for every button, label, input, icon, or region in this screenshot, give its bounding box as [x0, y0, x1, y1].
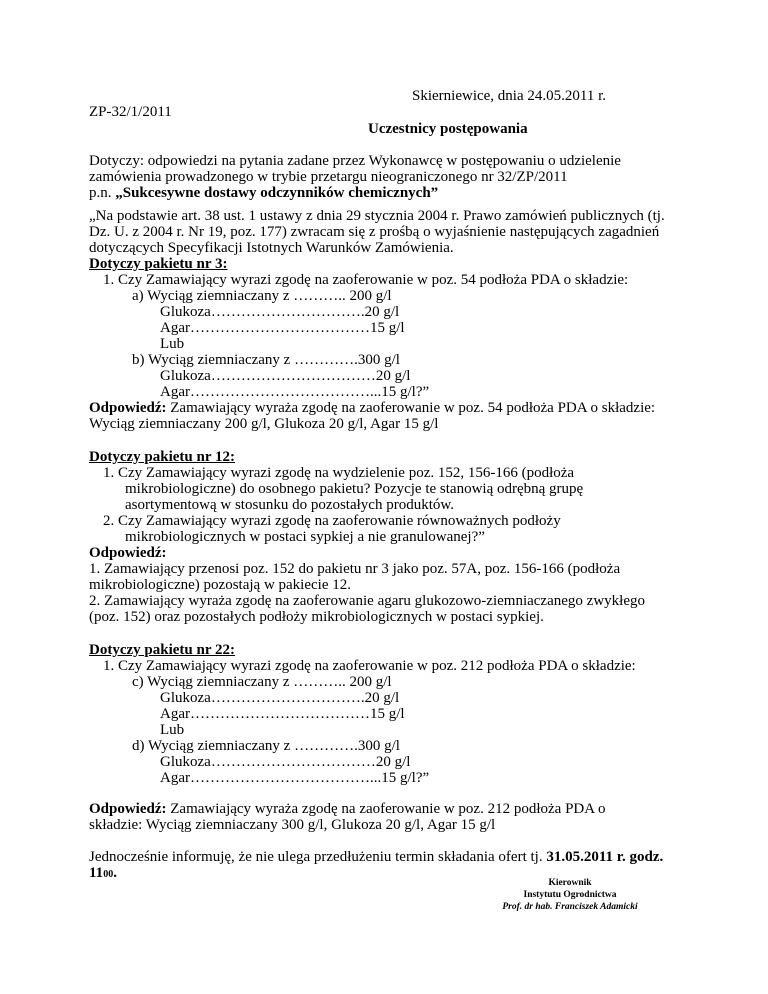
answer-line: Wyciąg ziemniaczany 200 g/l, Glukoza 20 g/l, Agar 15 g/l — [89, 416, 439, 432]
deadline-period: . — [113, 865, 117, 881]
closing-text: Jednocześnie informuję, że nie ulega przedłużeniu termin składania ofert tj. — [89, 849, 547, 865]
subject-line: zamówienia prowadzonego w trybie przetargu nieograniczonego nr 32/ZP/2011 — [89, 169, 568, 185]
option-line: a) Wyciąg ziemniaczany z ……….. 200 g/l — [132, 288, 392, 304]
option-line: Agar………………………………15 g/l — [160, 706, 405, 722]
subject-line — [89, 185, 689, 201]
intro-block — [89, 208, 689, 256]
answer-line: 1. Zamawiający przenosi poz. 152 do pakietu nr 3 jako poz. 57A, poz. 156-166 (podłoża — [89, 561, 621, 577]
answer-line: 2. Zamawiający wyraża zgodę na zaoferowanie agaru glukozowo-ziemniaczanego zwykłego — [89, 593, 645, 609]
question-line: 1. Czy Zamawiający wyrazi zgodę na zaoferowanie w poz. 54 podłoża PDA o składzie: — [103, 272, 629, 288]
question-line: 1. Czy Zamawiający wyrazi zgodę na wydzielenie poz. 152, 156-166 (podłoża — [103, 465, 575, 481]
question-line: asortymentową w stosunku do pozostałych produktów. — [125, 497, 454, 513]
answer-line: mikrobiologiczne) pozostają w pakiecie 12. — [89, 577, 351, 593]
signature-institute: Instytutu Ogrodnictwa — [523, 890, 617, 900]
subject-pn-prefix: p.n. — [89, 185, 116, 201]
question-line: 2. Czy Zamawiający wyrazi zgodę na zaoferowanie równoważnych podłoży — [103, 513, 561, 529]
intro-line: dotyczących Specyfikacji Istotnych Warunków Zamówienia. — [89, 240, 454, 256]
deadline-hour — [89, 865, 117, 883]
signature-title: Kierownik — [548, 878, 592, 888]
subject-block — [89, 153, 689, 201]
option-line: Agar………………………………...15 g/l?” — [160, 770, 430, 786]
option-line: b) Wyciąg ziemniaczany z ………….300 g/l — [132, 352, 400, 368]
option-line: Lub — [160, 336, 185, 352]
subject-line: Dotyczy: odpowiedzi na pytania zadane przez Wykonawcę w postępowaniu o udzielenie — [89, 153, 621, 169]
option-line: Glukoza……………………………20 g/l — [160, 754, 411, 770]
option-line: Agar………………………………15 g/l — [160, 320, 405, 336]
answer-line: (poz. 152) oraz pozostałych podłoży mikrobiologicznych w postaci sypkiej. — [89, 609, 544, 625]
subject-title: „Sukcesywne dostawy odczynników chemicznych” — [115, 185, 439, 201]
answer-label: Odpowiedź: — [89, 400, 167, 416]
answer-line: składzie: Wyciąg ziemniaczany 300 g/l, Glukoza 20 g/l, Agar 15 g/l — [89, 817, 496, 833]
option-line: Agar………………………………...15 g/l?” — [160, 384, 430, 400]
reference-number: ZP-32/1/2011 — [89, 104, 172, 120]
deadline-minutes: 00 — [103, 869, 114, 880]
option-line: Glukoza………………………….20 g/l — [160, 690, 400, 706]
signature-name: Prof. dr hab. Franciszek Adamicki — [502, 902, 638, 912]
deadline-date: 31.05.2011 r. godz. — [546, 849, 664, 865]
intro-line: „Na podstawie art. 38 ust. 1 ustawy z dnia 29 stycznia 2004 r. Prawo zamówień publicznych (tj. — [89, 208, 665, 224]
option-line: Glukoza………………………….20 g/l — [160, 304, 400, 320]
question-line: mikrobiologicznych w postaci sypkiej a nie granulowanej?” — [125, 529, 485, 545]
section-heading-pakiet-22: Dotyczy pakietu nr 22: — [89, 642, 235, 658]
question-line: 1. Czy Zamawiający wyrazi zgodę na zaoferowanie w poz. 212 podłoża PDA o składzie: — [103, 658, 636, 674]
recipients-heading: Uczestnicy postępowania — [368, 121, 528, 137]
answer-label: Odpowiedź: — [89, 801, 167, 817]
answer-text: Zamawiający wyraża zgodę na zaoferowanie w poz. 54 podłoża PDA o składzie: — [166, 400, 656, 416]
answer-label: Odpowiedź: — [89, 545, 167, 561]
section-heading-pakiet-12: Dotyczy pakietu nr 12: — [89, 449, 235, 465]
question-line: mikrobiologiczne) do osobnego pakietu? Pozycje te stanowią odrębną grupę — [125, 481, 584, 497]
place-date: Skierniewice, dnia 24.05.2011 r. — [412, 88, 606, 104]
option-line: Glukoza……………………………20 g/l — [160, 368, 411, 384]
answer-line — [89, 400, 655, 416]
answer-text: Zamawiający wyraża zgodę na zaoferowanie w poz. 212 podłoża PDA o — [166, 801, 606, 817]
option-line: Lub — [160, 722, 185, 738]
answer-line — [89, 801, 606, 817]
option-line: d) Wyciąg ziemniaczany z ………….300 g/l — [132, 738, 400, 754]
option-line: c) Wyciąg ziemniaczany z ……….. 200 g/l — [132, 674, 392, 690]
deadline-hour-value: 11 — [89, 865, 104, 881]
intro-line: Dz. U. z 2004 r. Nr 19, poz. 177) zwracam się z prośbą o wyjaśnienie następujących zagadnień — [89, 224, 660, 240]
section-heading-pakiet-3: Dotyczy pakietu nr 3: — [89, 256, 228, 272]
closing-line — [89, 849, 663, 865]
